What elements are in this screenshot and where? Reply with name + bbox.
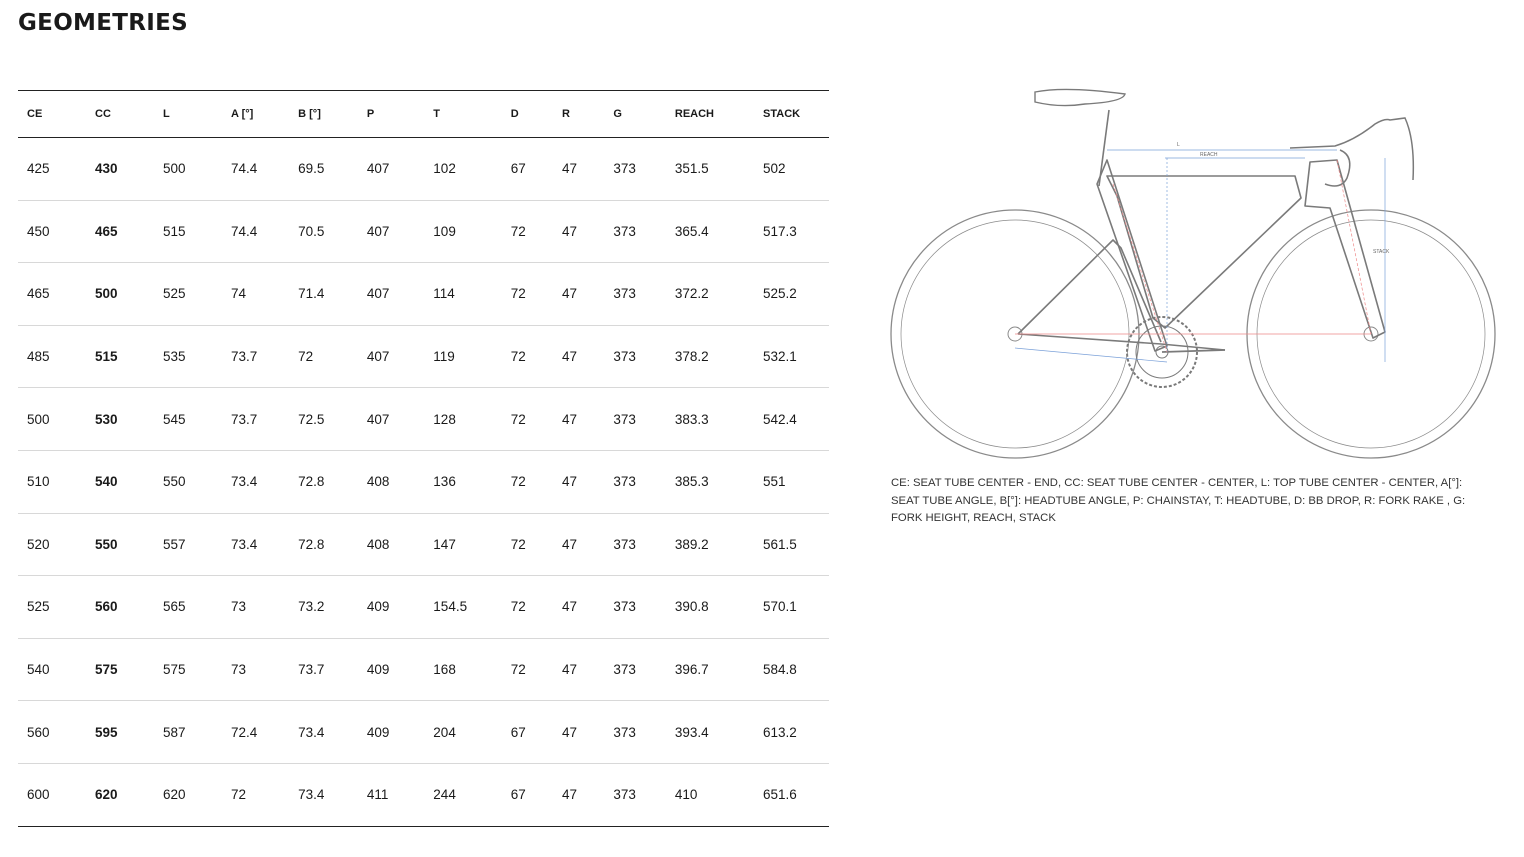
- table-cell: 114: [433, 286, 455, 302]
- table-cell: 651.6: [763, 787, 797, 803]
- table-cell: 128: [433, 411, 456, 427]
- table-cell: 557: [163, 536, 186, 552]
- table-row: [18, 388, 829, 451]
- table-cell: 47: [562, 599, 578, 615]
- table-cell: 73.4: [231, 474, 258, 490]
- table-header-row: [18, 91, 829, 138]
- table-cell: 168: [433, 662, 456, 678]
- table-cell: 109: [433, 223, 456, 239]
- table-cell: 47: [562, 724, 578, 740]
- table-cell: 373: [613, 349, 636, 365]
- table-cell: 502: [763, 161, 786, 177]
- table-cell: 600: [27, 787, 50, 803]
- label-reach: REACH: [1200, 152, 1218, 158]
- table-cell: 532.1: [763, 349, 797, 365]
- geometry-legend: CE: SEAT TUBE CENTER - END, CC: SEAT TUBE CENTER - CENTER, L: TOP TUBE CENTER - CENTER, A[°]: SEAT TUBE ANGLE, B[°]: HEADTUBE ANGLE, P: CHAINSTAY, T: HEADTUBE, D: BB DROP, R: FORK RAKE , G: FORK HEIGHT, REACH, STACK: [891, 477, 1466, 524]
- table-cell: 47: [562, 411, 578, 427]
- table-cell: 372.2: [674, 286, 709, 302]
- table-cell: 72: [231, 787, 247, 803]
- table-cell: 525: [27, 599, 50, 615]
- table-cell: 465: [27, 286, 50, 302]
- table-cell: 72: [510, 536, 526, 552]
- table-cell: 500: [163, 161, 186, 177]
- table-cell: 373: [613, 599, 636, 615]
- table-cell: 515: [163, 223, 186, 239]
- table-cell: 74.4: [231, 223, 258, 239]
- table-cell: 407: [366, 286, 390, 302]
- table-cell: 136: [433, 474, 456, 490]
- table-cell: 73.4: [298, 724, 325, 740]
- column-header: CE: [27, 108, 43, 120]
- table-cell: 540: [95, 474, 118, 490]
- table-cell: 73: [231, 599, 247, 615]
- table-row: [18, 200, 829, 263]
- table-cell: 561.5: [763, 536, 797, 552]
- table-cell: 584.8: [763, 662, 797, 678]
- table-cell: 74: [231, 286, 247, 302]
- column-header: R: [562, 108, 570, 120]
- table-cell: 47: [562, 161, 578, 177]
- table-row: [18, 450, 829, 513]
- saddle: [1035, 89, 1125, 105]
- table-cell: 620: [95, 787, 118, 803]
- table-cell: 72: [510, 411, 526, 427]
- bike-geometry-diagram: [885, 80, 1500, 465]
- table-cell: 407: [366, 223, 390, 239]
- table-cell: 430: [95, 161, 118, 177]
- table-cell: 390.8: [674, 599, 709, 615]
- table-cell: 373: [613, 223, 636, 239]
- table-cell: 72.8: [298, 536, 325, 552]
- column-header: G: [613, 108, 622, 120]
- label-stack: STACK: [1373, 249, 1390, 255]
- table-cell: 73.7: [231, 411, 258, 427]
- table-cell: 396.7: [674, 662, 709, 678]
- table-cell: 244: [433, 787, 456, 803]
- table-cell: 575: [95, 662, 118, 678]
- table-cell: 595: [95, 724, 118, 740]
- table-cell: 542.4: [763, 411, 797, 427]
- table-cell: 560: [27, 724, 50, 740]
- table-cell: 73.4: [231, 536, 258, 552]
- table-cell: 67: [510, 787, 526, 803]
- table-cell: 613.2: [763, 724, 797, 740]
- table-row: [18, 701, 829, 764]
- table-cell: 351.5: [674, 161, 709, 177]
- table-cell: 545: [163, 411, 186, 427]
- table-row: [18, 138, 829, 201]
- table-cell: 72.4: [231, 724, 258, 740]
- table-cell: 515: [95, 349, 118, 365]
- table-cell: 500: [95, 286, 118, 302]
- table-cell: 74.4: [231, 161, 258, 177]
- table-cell: 47: [562, 286, 578, 302]
- table-cell: 47: [562, 536, 578, 552]
- column-header: A [°]: [231, 108, 254, 120]
- table-cell: 72: [510, 599, 526, 615]
- table-cell: 71.4: [298, 286, 325, 302]
- table-cell: 67: [510, 161, 526, 177]
- table-cell: 47: [562, 662, 578, 678]
- column-header: CC: [95, 108, 111, 120]
- column-header: REACH: [674, 108, 715, 120]
- table-cell: 119: [433, 349, 455, 365]
- page-title: GEOMETRIES: [18, 10, 188, 36]
- table-cell: 72.8: [298, 474, 325, 490]
- table-cell: 373: [613, 662, 636, 678]
- table-cell: 378.2: [674, 349, 709, 365]
- table-row: [18, 638, 829, 701]
- table-cell: 620: [163, 787, 186, 803]
- column-header: D: [510, 108, 519, 120]
- geometry-table: [18, 90, 829, 827]
- table-cell: 67: [510, 724, 526, 740]
- geometry-dimension-lines: [1015, 150, 1385, 362]
- column-header: STACK: [763, 108, 801, 120]
- table-cell: 47: [562, 474, 578, 490]
- table-cell: 409: [366, 662, 390, 678]
- table-cell: 525: [163, 286, 186, 302]
- table-cell: 72: [510, 474, 526, 490]
- table-row: [18, 763, 829, 826]
- column-header: P: [366, 108, 375, 120]
- table-cell: 147: [433, 536, 456, 552]
- table-cell: 517.3: [763, 223, 797, 239]
- label-top-tube: L: [1177, 142, 1180, 148]
- table-cell: 72: [510, 349, 526, 365]
- table-cell: 72: [510, 662, 526, 678]
- table-cell: 408: [366, 474, 390, 490]
- table-cell: 540: [27, 662, 50, 678]
- table-cell: 389.2: [674, 536, 709, 552]
- table-cell: 450: [27, 223, 50, 239]
- table-cell: 73: [231, 662, 247, 678]
- table-row: [18, 576, 829, 639]
- table-cell: 102: [433, 161, 456, 177]
- table-cell: 520: [27, 536, 50, 552]
- table-cell: 72: [510, 223, 526, 239]
- table-cell: 73.2: [298, 599, 325, 615]
- table-cell: 409: [366, 724, 390, 740]
- table-cell: 154.5: [433, 599, 468, 615]
- table-cell: 560: [95, 599, 118, 615]
- table-cell: 385.3: [674, 474, 709, 490]
- table-cell: 373: [613, 474, 636, 490]
- table-cell: 575: [163, 662, 186, 678]
- table-cell: 47: [562, 787, 578, 803]
- table-row: [18, 325, 829, 388]
- table-cell: 408: [366, 536, 390, 552]
- table-cell: 373: [613, 161, 636, 177]
- table-cell: 550: [163, 474, 186, 490]
- table-cell: 410: [674, 787, 698, 803]
- table-body: [18, 138, 829, 827]
- table-cell: 409: [366, 599, 390, 615]
- table-cell: 204: [433, 724, 456, 740]
- column-header: T: [433, 108, 441, 120]
- column-header: B [°]: [298, 108, 321, 120]
- table-cell: 69.5: [298, 161, 325, 177]
- table-cell: 72: [298, 349, 314, 365]
- table-cell: 383.3: [674, 411, 709, 427]
- table-cell: 73.7: [231, 349, 258, 365]
- table-cell: 373: [613, 411, 636, 427]
- table-cell: 587: [163, 724, 186, 740]
- table-cell: 525.2: [763, 286, 797, 302]
- table-cell: 73.4: [298, 787, 325, 803]
- table-cell: 551: [763, 474, 786, 490]
- table-cell: 47: [562, 349, 578, 365]
- table-cell: 407: [366, 349, 390, 365]
- table-cell: 485: [27, 349, 50, 365]
- table-cell: 535: [163, 349, 186, 365]
- table-cell: 47: [562, 223, 578, 239]
- table-cell: 373: [613, 787, 636, 803]
- table-cell: 373: [613, 536, 636, 552]
- table-cell: 70.5: [298, 223, 325, 239]
- table-cell: 565: [163, 599, 186, 615]
- table-cell: 510: [27, 474, 50, 490]
- table-cell: 407: [366, 411, 390, 427]
- table-cell: 530: [95, 411, 118, 427]
- table-cell: 465: [95, 223, 118, 239]
- table-cell: 570.1: [763, 599, 797, 615]
- table-cell: 73.7: [298, 662, 325, 678]
- column-header: L: [163, 108, 170, 120]
- table-cell: 72.5: [298, 411, 325, 427]
- table-row: [18, 263, 829, 326]
- table-cell: 411: [366, 787, 389, 803]
- table-cell: 393.4: [674, 724, 709, 740]
- table-cell: 373: [613, 724, 636, 740]
- table-cell: 72: [510, 286, 526, 302]
- table-row: [18, 513, 829, 576]
- table-cell: 365.4: [674, 223, 709, 239]
- table-cell: 500: [27, 411, 50, 427]
- table-cell: 550: [95, 536, 118, 552]
- table-cell: 407: [366, 161, 390, 177]
- table-cell: 373: [613, 286, 636, 302]
- chainring: [1127, 317, 1225, 387]
- table-cell: 425: [27, 161, 50, 177]
